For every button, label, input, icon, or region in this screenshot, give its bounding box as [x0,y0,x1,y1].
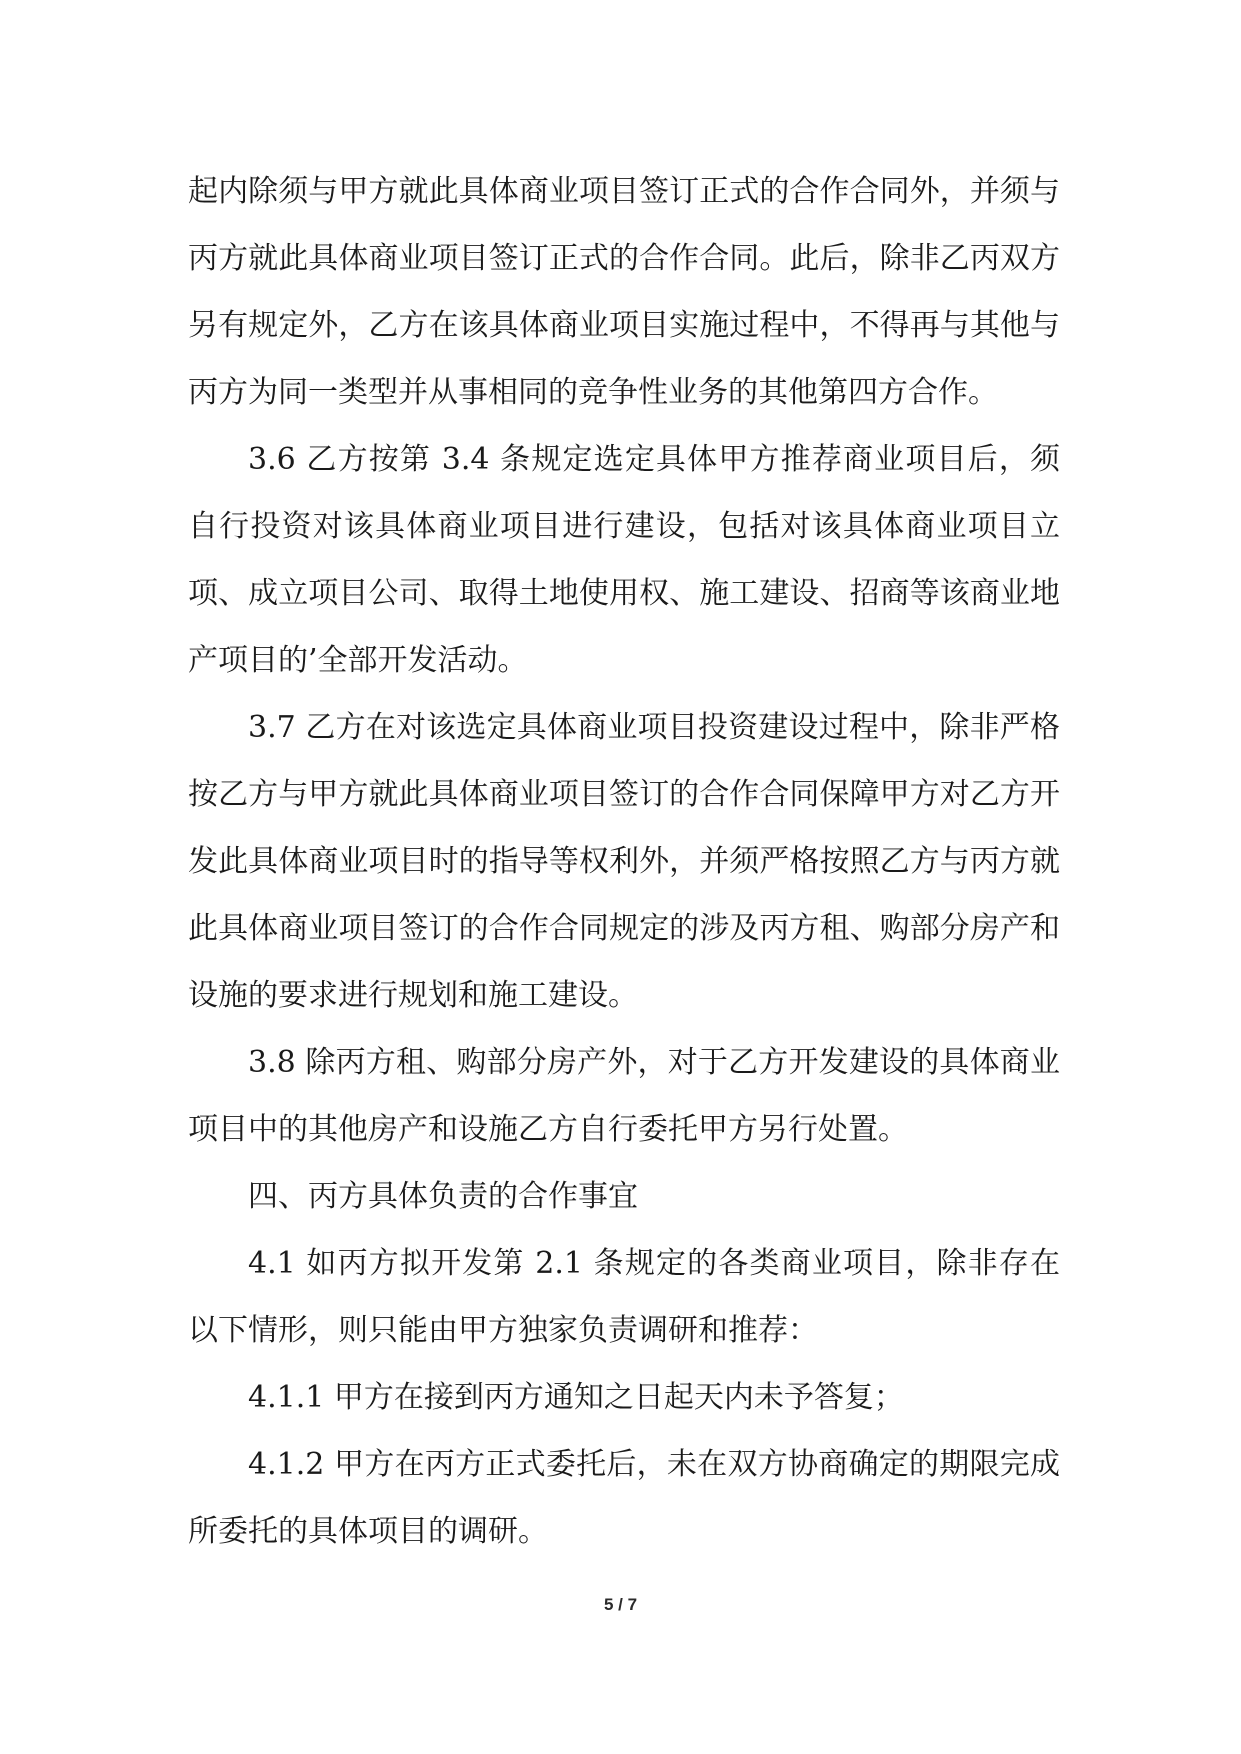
paragraph-clause-3-6: 3.6 乙方按第 3.4 条规定选定具体甲方推荐商业项目后，须自行投资对该具体商业项目进行建设，包括对该具体商业项目立项、成立项目公司、取得土地使用权、施工建设、招商等该商业地产项目的’全部开发活动。 [188,442,1060,678]
paragraph-continuation: 起内除须与甲方就此具体商业项目签订正式的合作合同外，并须与丙方就此具体商业项目签订正式的合作合同。此后，除非乙丙双方另有规定外，乙方在该具体商业项目实施过程中，不得再与其他与丙方为同一类型并从事相同的竞争性业务的其他第四方合作。 [188,174,1060,410]
paragraph-clause-3-7: 3.7 乙方在对该选定具体商业项目投资建设过程中，除非严格按乙方与甲方就此具体商业项目签订的合作合同保障甲方对乙方开发此具体商业项目时的指导等权利外，并须严格按照乙方与丙方就此具体商业项目签订的合作合同规定的涉及丙方租、购部分房产和设施的要求进行规划和施工建设。 [188,710,1060,1013]
document-body [188,158,1060,1565]
paragraph-clause-3-8: 3.8 除丙方租、购部分房产外，对于乙方开发建设的具体商业项目中的其他房产和设施乙方自行委托甲方另行处置。 [188,1045,1060,1147]
page-number: 5 / 7 [603,1595,638,1614]
paragraph-clause-4-1-1: 4.1.1 甲方在接到丙方通知之日起天内未予答复； [248,1380,904,1415]
paragraph-clause-4-1-2: 4.1.2 甲方在丙方正式委托后，未在双方协商确定的期限完成所委托的具体项目的调研。 [188,1447,1060,1549]
section-heading-4: 四、丙方具体负责的合作事宜 [248,1179,638,1214]
paragraph-clause-4-1: 4.1 如丙方拟开发第 2.1 条规定的各类商业项目，除非存在以下情形，则只能由甲方独家负责调研和推荐： [188,1246,1060,1348]
